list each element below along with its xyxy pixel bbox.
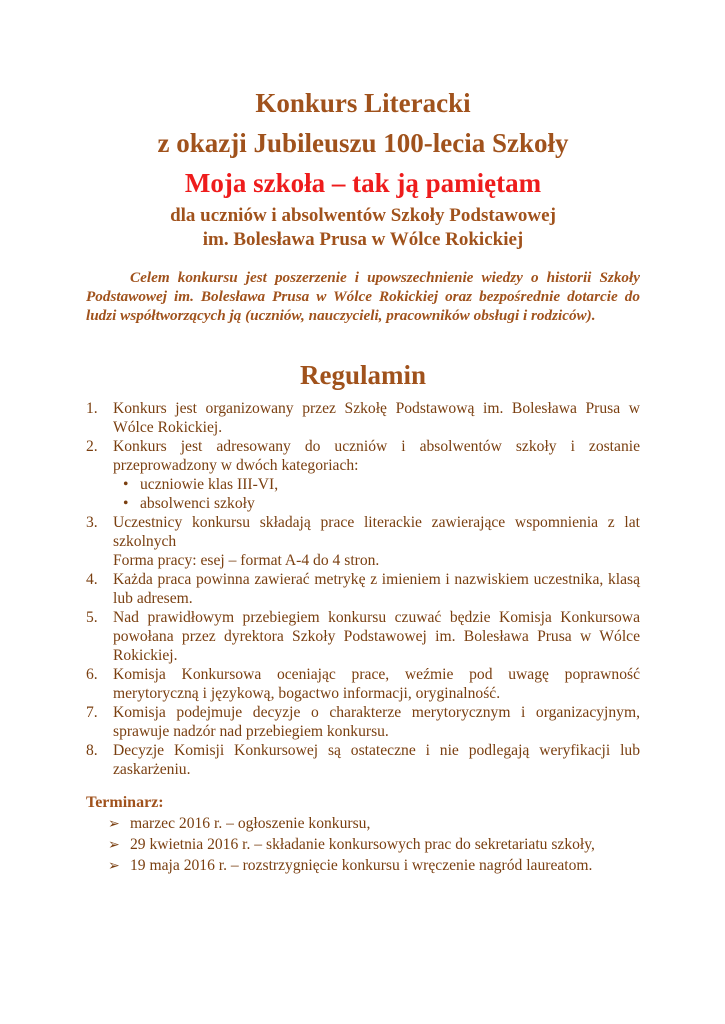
schedule-text: 29 kwietnia 2016 r. – składanie konkursowych prac do sekretariatu szkoły, [130, 836, 595, 853]
item-text: Nad prawidłowym przebiegiem konkursu czuwać będzie Komisja Konkursowa powołana przez dyrektora Szkoły Podstawowej im. Bolesława Prusa w Wólce Rokickiej. [113, 609, 640, 664]
title-line-2: z okazji Jubileuszu 100-lecia Szkoły [157, 128, 569, 158]
arrow-bullet-icon: ➢ [108, 858, 120, 874]
schedule-item [86, 835, 640, 855]
regulamin-heading: Regulamin [299, 360, 426, 390]
item-number: 8. [86, 742, 98, 759]
motto-title: Moja szkoła – tak ją pamiętam [184, 168, 542, 198]
category-item [113, 475, 640, 494]
list-item [86, 608, 640, 665]
item-number: 1. [86, 400, 98, 417]
audience-line-1: dla uczniów i absolwentów Szkoły Podstawowej [170, 205, 556, 226]
title-line-1: Konkurs Literacki [255, 88, 471, 118]
item-number: 6. [86, 666, 98, 683]
list-item [86, 741, 640, 779]
schedule-text: 19 maja 2016 r. – rozstrzygnięcie konkursu i wręczenie nagród laureatom. [130, 857, 593, 874]
intro-paragraph: Celem konkursu jest poszerzenie i upowszechnienie wiedzy o historii Szkoły Podstawowej im. Bolesława Prusa w Wólce Rokickiej oraz bezpośrednie dotarcie do ludzi współtworzących ją (uczniów, nauczycieli, pracowników obsługi i rodziców). [86, 269, 640, 324]
item-text: Konkurs jest adresowany do uczniów i absolwentów szkoły i zostanie przeprowadzony w dwóch kategoriach: [113, 438, 640, 474]
arrow-bullet-icon: ➢ [108, 816, 120, 832]
category-item [113, 494, 640, 513]
item-number: 3. [86, 514, 98, 531]
schedule-item [86, 856, 640, 876]
audience-line-2: im. Bolesława Prusa w Wólce Rokickiej [202, 229, 524, 250]
category-text: absolwenci szkoły [140, 495, 255, 512]
list-item [86, 703, 640, 741]
bullet-icon: • [123, 495, 129, 512]
item-number: 5. [86, 609, 98, 626]
terminarz-list [86, 814, 640, 877]
category-text: uczniowie klas III-VI, [140, 476, 279, 493]
arrow-bullet-icon: ➢ [108, 837, 120, 853]
item-text: Każda praca powinna zawierać metrykę z imieniem i nazwiskiem uczestnika, klasą lub adresem. [113, 571, 640, 607]
list-item [86, 513, 640, 570]
work-format-text: Forma pracy: esej – format A-4 do 4 stron. [113, 552, 380, 569]
item-number: 2. [86, 438, 98, 455]
item-text: Konkurs jest organizowany przez Szkołę Podstawową im. Bolesława Prusa w Wólce Rokickiej. [113, 400, 640, 436]
bullet-icon: • [123, 476, 129, 493]
list-item [86, 665, 640, 703]
regulamin-list [86, 399, 640, 779]
item-number: 4. [86, 571, 98, 588]
item-text: Uczestnicy konkursu składają prace literackie zawierające wspomnienia z lat szkolnych [113, 514, 640, 550]
list-item [86, 570, 640, 608]
list-item [86, 437, 640, 513]
schedule-text: marzec 2016 r. – ogłoszenie konkursu, [130, 815, 371, 832]
terminarz-heading: Terminarz: [86, 794, 164, 811]
category-list [113, 475, 640, 513]
item-text: Komisja Konkursowa oceniając prace, weźmie pod uwagę poprawność merytoryczną i językową, bogactwo informacji, oryginalność. [113, 666, 640, 702]
document-page [86, 0, 640, 1024]
item-number: 7. [86, 704, 98, 721]
list-item [86, 399, 640, 437]
item-text: Decyzje Komisji Konkursowej są ostateczne i nie podlegają weryfikacji lub zaskarżeniu. [113, 742, 640, 778]
schedule-item [86, 814, 640, 834]
item-text: Komisja podejmuje decyzje o charakterze merytorycznym i organizacyjnym, sprawuje nadzór nad przebiegiem konkursu. [113, 704, 640, 740]
